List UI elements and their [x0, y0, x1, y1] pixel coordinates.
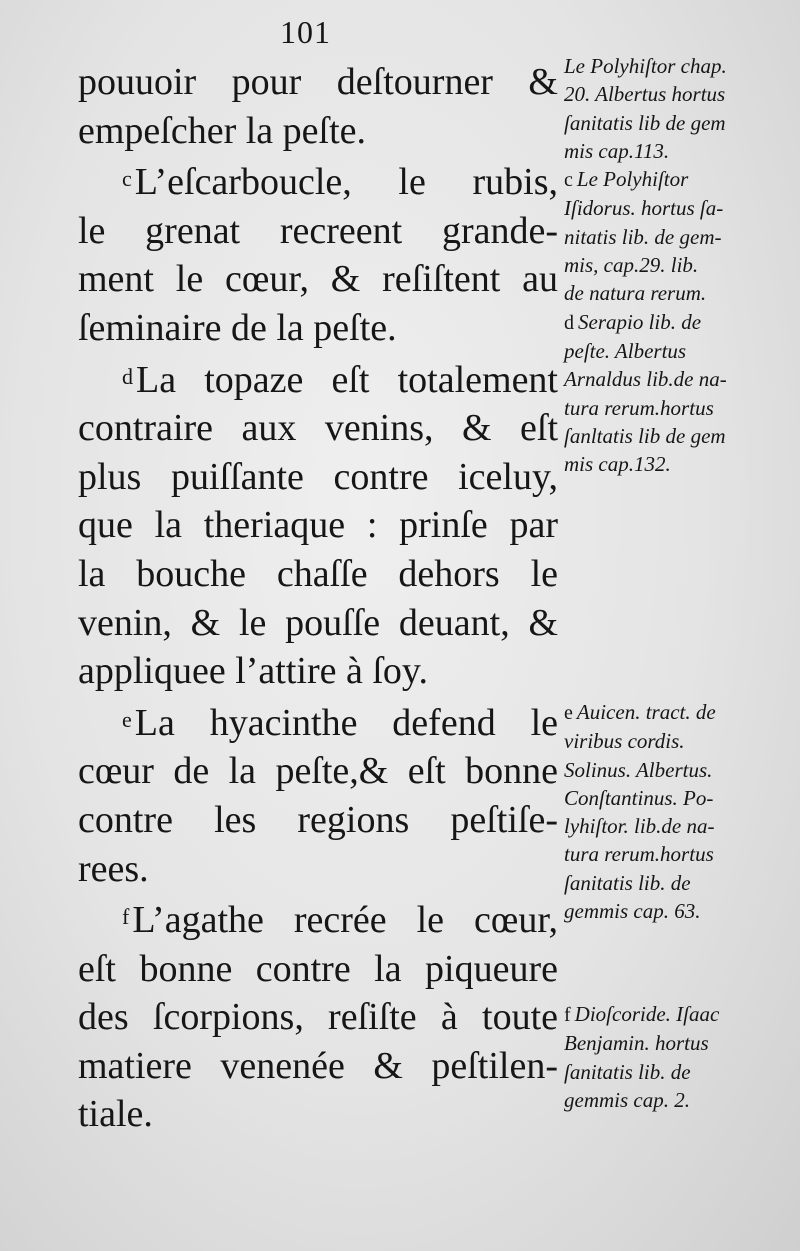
margin-note-line: ſanltatis lib de gem — [564, 423, 726, 448]
margin-note-line: de natura rerum. — [564, 281, 707, 306]
margin-note-line: Iſidorus. hortus ſa- — [564, 196, 724, 221]
text-line: cœur de la peſte,& eſt bonne — [78, 750, 558, 793]
margin-marker-c: c — [564, 169, 573, 192]
margin-note-line: f Dioſcoride. Iſaac — [564, 1002, 720, 1026]
margin-note-line: tura rerum.hortus — [564, 395, 714, 420]
margin-notes-f — [564, 1000, 796, 1114]
margin-notes-cd — [564, 52, 796, 478]
text-line: pouuoir pour deſtourner & — [78, 61, 558, 103]
page-number: 101 — [280, 14, 331, 50]
margin-note-line: mis, cap.29. lib. — [564, 253, 699, 278]
text-line: contraire aux venins, & eſt — [78, 407, 558, 450]
margin-note-line: Benjamin. hortus — [564, 1031, 709, 1056]
note-marker-d: d — [122, 363, 133, 389]
paragraph-e — [78, 696, 558, 748]
text-line: L’agathe recrée le cœur, — [132, 899, 558, 942]
text-line: contre les regions peſtiſe- — [78, 798, 558, 841]
text-line: appliquee l’attire à ſoy. — [78, 650, 428, 693]
text-line: venin, & le pouſſe deuant, & — [78, 601, 558, 644]
text-line: plus puiſſante contre iceluy, — [78, 455, 558, 498]
text-line: que la theriaque : prinſe par — [78, 504, 558, 547]
text-line: rees. — [78, 847, 149, 890]
text-line: la bouche chaſſe dehors le — [78, 552, 558, 595]
margin-note-line: c Le Polyhiſtor — [564, 167, 689, 192]
margin-note-line: viribus cordis. — [564, 729, 685, 754]
margin-note-line: tura rerum.hortus — [564, 842, 714, 867]
margin-note-line: lyhiſtor. lib.de na- — [564, 814, 715, 839]
text-line: ment le cœur, & reſiſtent au — [78, 258, 558, 301]
margin-note-line: gemmis cap. 63. — [564, 899, 701, 924]
text-line: La hyacinthe defend le — [134, 701, 558, 744]
margin-note-line: mis cap.113. — [564, 138, 670, 163]
text-line: tiale. — [78, 1093, 153, 1136]
paragraph-c — [78, 155, 558, 207]
note-marker-c: c — [122, 166, 132, 192]
margin-marker-d: d — [564, 311, 574, 334]
text-line: La topaze eſt totalement — [136, 358, 558, 401]
paragraph-d — [78, 353, 558, 405]
margin-note-line: Le Polyhiſtor chap. — [564, 54, 727, 78]
margin-note-line: peſte. Albertus — [564, 338, 687, 363]
text-line: le grenat recreent grande- — [78, 209, 558, 252]
margin-note-line: Arnaldus lib.de na- — [564, 367, 727, 392]
margin-note-line: ſanitatis lib. de — [564, 870, 691, 895]
margin-note-line: d Serapio lib. de — [564, 309, 702, 334]
text-line: eſt bonne contre la piqueure — [78, 947, 558, 990]
text-line: matiere venenée & peſtilen- — [78, 1044, 558, 1087]
text-line: empeſcher la peſte. — [78, 109, 367, 152]
margin-note-line: mis cap.132. — [564, 452, 671, 477]
margin-note-line: Solinus. Albertus. — [564, 757, 713, 782]
margin-note-line: nitatis lib. de gem- — [564, 224, 722, 249]
margin-note-line: e Auicen. tract. de — [564, 700, 716, 724]
note-marker-f: f — [122, 904, 130, 930]
margin-notes-e — [564, 698, 796, 925]
margin-marker-e: e — [564, 702, 573, 724]
margin-note-line: 20. Albertus hortus — [564, 82, 726, 107]
note-marker-e: e — [122, 706, 132, 732]
paragraph-f — [78, 893, 558, 945]
main-text-column — [78, 58, 558, 1139]
margin-note-line: ſanitatis lib. de — [564, 1059, 691, 1084]
margin-note-line: gemmis cap. 2. — [564, 1087, 690, 1112]
text-line: des ſcorpions, reſiſte à toute — [78, 996, 558, 1039]
text-line: ſeminaire de la peſte. — [78, 306, 397, 349]
margin-marker-f: f — [564, 1004, 571, 1026]
margin-note-line: ſanitatis lib de gem — [564, 110, 726, 135]
text-line: L’eſcarboucle, le rubis, — [134, 161, 558, 204]
margin-note-line: Conſtantinus. Po- — [564, 785, 714, 810]
